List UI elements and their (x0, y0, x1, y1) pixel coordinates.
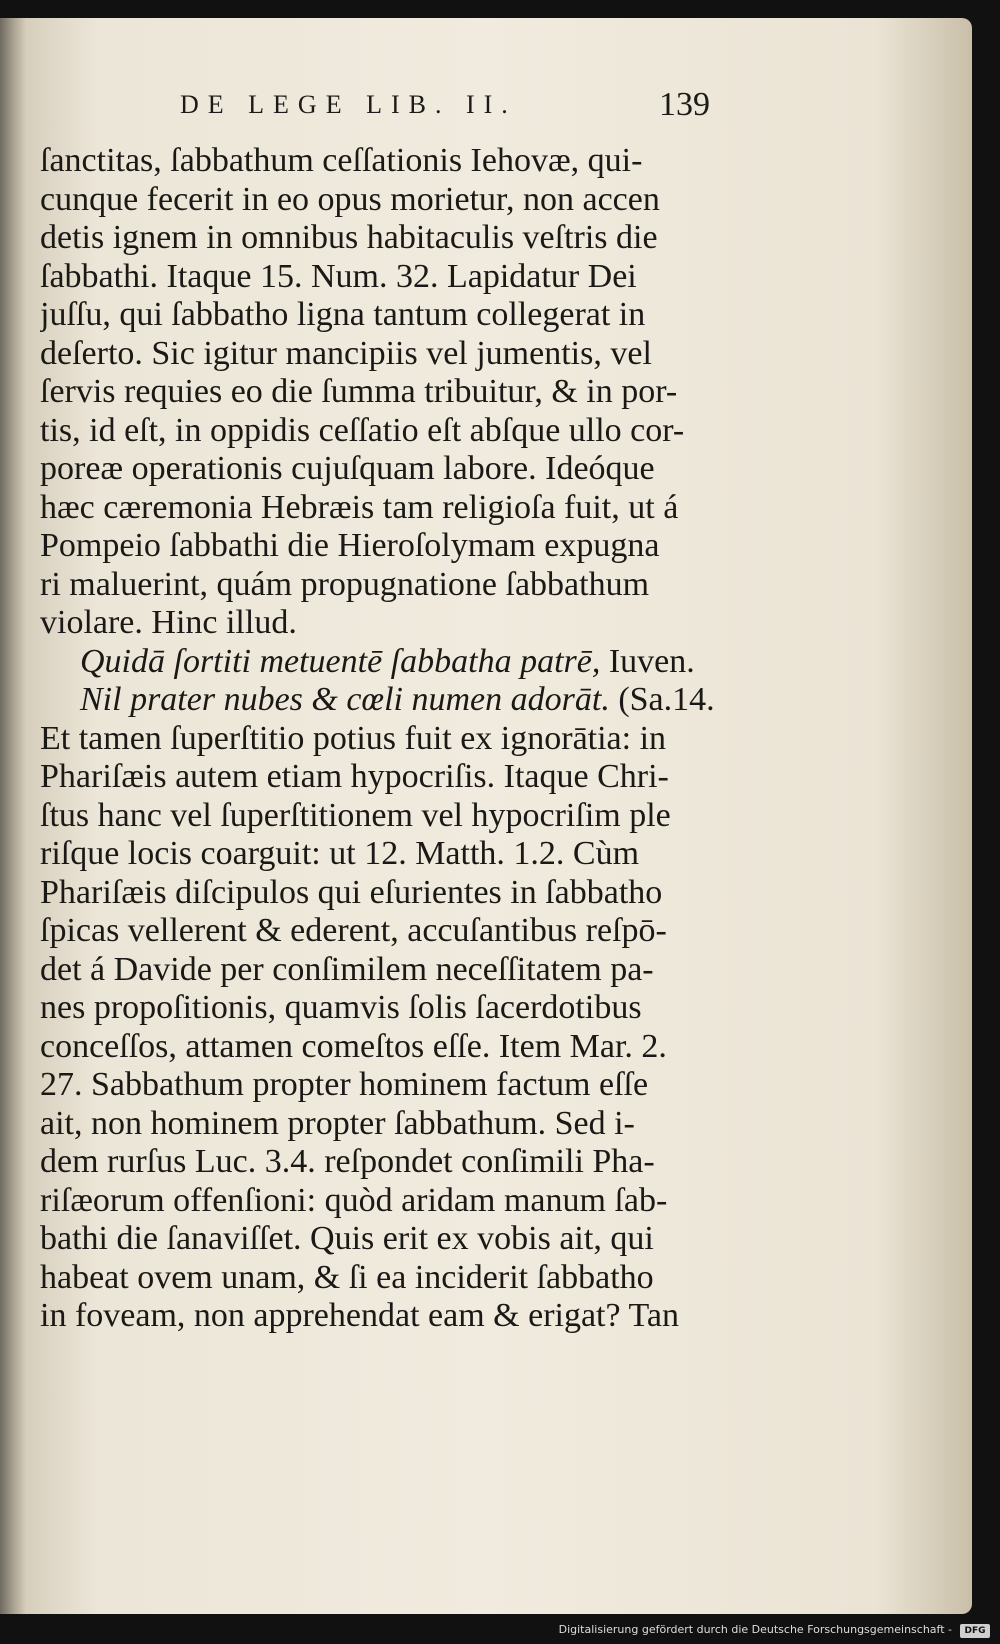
text-line: bathi die ſanaviſſet. Quis erit ex vobis ait, qui (40, 1220, 654, 1257)
text-line: det á Davide per conſimilem neceſſitatem pa- (40, 950, 654, 988)
text-line: ſabbathi. Itaque 15. Num. 32. Lapidatur Dei (40, 257, 637, 295)
text-line: poreæ operationis cujuſquam labore. Ideóque (40, 450, 655, 487)
page-number: 139 (659, 86, 710, 123)
text-line: juſſu, qui ſabbatho ligna tantum collegerat in (40, 296, 646, 333)
book-page (0, 18, 972, 1614)
text-line: in foveam, non apprehendat eam & erigat? Tan (40, 1297, 679, 1334)
verse-source: (Sa.14. (609, 681, 715, 718)
digitization-credit: Digitalisierung gefördert durch die Deutsche Forschungsgemeinschaft - (558, 1623, 952, 1636)
verse-text: Nil prater nubes & cœli numen adorāt. (80, 681, 610, 718)
text-line: ait, non hominem propter ſabbathum. Sed i- (40, 1104, 635, 1142)
text-line: dem rurſus Luc. 3.4. reſpondet conſimili Pha- (40, 1143, 655, 1180)
text-line: ſanctitas, ſabbathum ceſſationis Iehovæ, qui- (40, 142, 643, 179)
page-text (40, 142, 720, 1336)
verse-source: Iuven. (600, 642, 695, 680)
verse-line (40, 681, 720, 720)
text-line: Phariſæis autem etiam hypocriſis. Itaque Chri- (40, 758, 669, 795)
running-head (180, 86, 710, 130)
text-line: Phariſæis diſcipulos qui eſurientes in ſabbatho (40, 873, 663, 911)
text-line: Pompeio ſabbathi die Hieroſolymam expugna (40, 527, 660, 564)
text-line: tis, id eſt, in oppidis ceſſatio eſt abſque ullo cor- (40, 411, 685, 449)
text-line: nes propoſitionis, quamvis ſolis ſacerdotibus (40, 989, 642, 1026)
text-line: 27. Sabbathum propter hominem factum eſſe (40, 1066, 649, 1103)
text-line: Et tamen ſuperſtitio potius fuit ex ignorātia: in (40, 719, 667, 757)
text-line: riſæorum offenſioni: quòd aridam manum ſab- (40, 1181, 668, 1219)
text-line: riſque locis coarguit: ut 12. Matth. 1.2. Cùm (40, 835, 640, 872)
page-gutter-shadow (0, 18, 26, 1614)
text-line: ri maluerint, quám propugnatione ſabbathum (40, 565, 650, 603)
running-head-title: DE LEGE LIB. II. (180, 90, 517, 119)
verse-line (40, 643, 720, 682)
text-line: ſervis requies eo die ſumma tribuitur, & in por- (40, 373, 678, 410)
text-line: ſtus hanc vel ſuperſtitionem vel hypocriſim ple (40, 796, 671, 834)
text-line: conceſſos, attamen comeſtos eſſe. Item Mar. 2. (40, 1027, 667, 1065)
text-line: hæc cæremonia Hebræis tam religioſa fuit, ut á (40, 488, 679, 526)
text-line: habeat ovem unam, & ſi ea inciderit ſabbatho (40, 1258, 654, 1296)
text-line: detis ignem in omnibus habitaculis veſtris die (40, 219, 658, 256)
text-line: cunque fecerit in eo opus morietur, non accen (40, 180, 660, 218)
dfg-logo: DFG (960, 1624, 990, 1638)
verse-text: Quidā ſortiti metuentē ſabbatha patrē, (80, 642, 601, 680)
text-line: violare. Hinc illud. (40, 604, 297, 641)
text-line: ſpicas vellerent & ederent, accuſantibus reſpō- (40, 912, 667, 949)
text-line: deſerto. Sic igitur mancipiis vel jumentis, vel (40, 334, 652, 372)
